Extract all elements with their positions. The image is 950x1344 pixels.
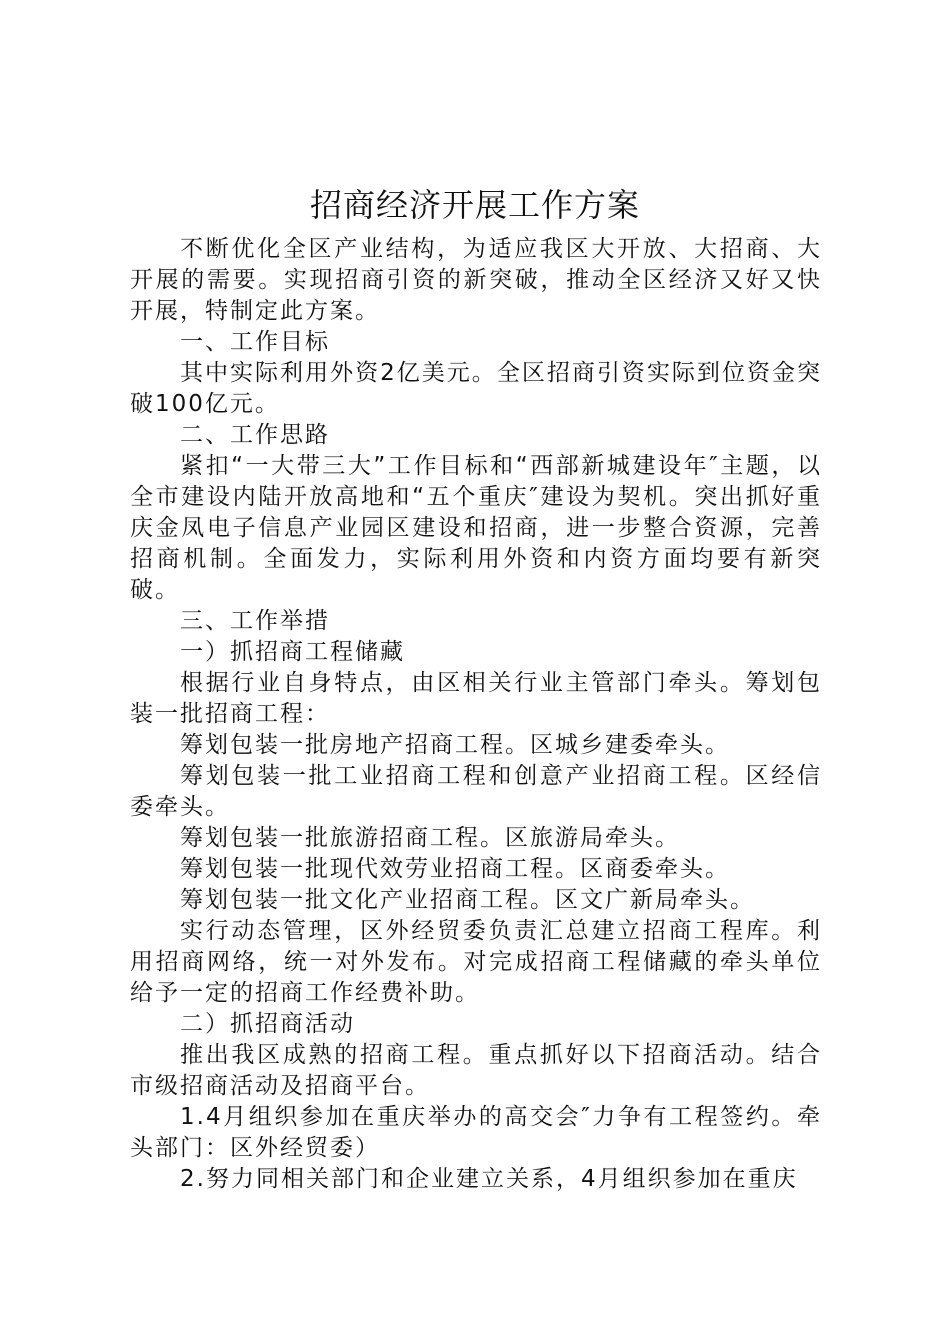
paragraph: 1.4月组织参加在重庆举办的高交会″力争有工程签约。牵头部门：区外经贸委） (130, 1104, 822, 1161)
paragraph: 筹划包装一批现代效劳业招商工程。区商委牵头。 (180, 856, 730, 882)
paragraph: 筹划包装一批房地产招商工程。区城乡建委牵头。 (180, 732, 730, 758)
paragraph: 筹划包装一批旅游招商工程。区旅游局牵头。 (180, 825, 680, 851)
paragraph: 2.努力同相关部门和企业建立关系，4月组织参加在重庆 (180, 1166, 798, 1192)
paragraph: 其中实际利用外资2亿美元。全区招商引资实际到位资金突破100亿元。 (130, 360, 822, 417)
paragraph: 实行动态管理，区外经贸委负责汇总建立招商工程库。利用招商网络，统一对外发布。对完成招商工程储藏的牵头单位给予一定的招商工作经费补助。 (130, 918, 822, 1006)
document-body (130, 234, 822, 1195)
subsection-heading: 二）抓招商活动 (180, 1011, 355, 1037)
paragraph: 筹划包装一批文化产业招商工程。区文广新局牵头。 (180, 887, 755, 913)
paragraph: 紧扣“一大带三大”工作目标和“西部新城建设年″主题，以全市建设内陆开放高地和“五个重庆″建设为契机。突出抓好重庆金凤电子信息产业园区建设和招商，进一步整合资源，完善招商机制。全面发力，实际利用外资和内资方面均要有新突破。 (130, 453, 822, 603)
section-heading: 三、工作举措 (180, 608, 330, 634)
section-heading: 二、工作思路 (180, 422, 330, 448)
section-heading: 一、工作目标 (180, 329, 330, 355)
paragraph: 推出我区成熟的招商工程。重点抓好以下招商活动。结合市级招商活动及招商平台。 (130, 1042, 822, 1099)
subsection-heading: 一）抓招商工程储藏 (180, 639, 405, 665)
paragraph: 筹划包装一批工业招商工程和创意产业招商工程。区经信委牵头。 (130, 763, 822, 820)
paragraph: 根据行业自身特点，由区相关行业主管部门牵头。筹划包装一批招商工程： (130, 670, 822, 727)
paragraph: 不断优化全区产业结构，为适应我区大开放、大招商、大开展的需要。实现招商引资的新突破，推动全区经济又好又快开展，特制定此方案。 (130, 236, 822, 324)
document-title: 招商经济开展工作方案 (309, 186, 640, 224)
